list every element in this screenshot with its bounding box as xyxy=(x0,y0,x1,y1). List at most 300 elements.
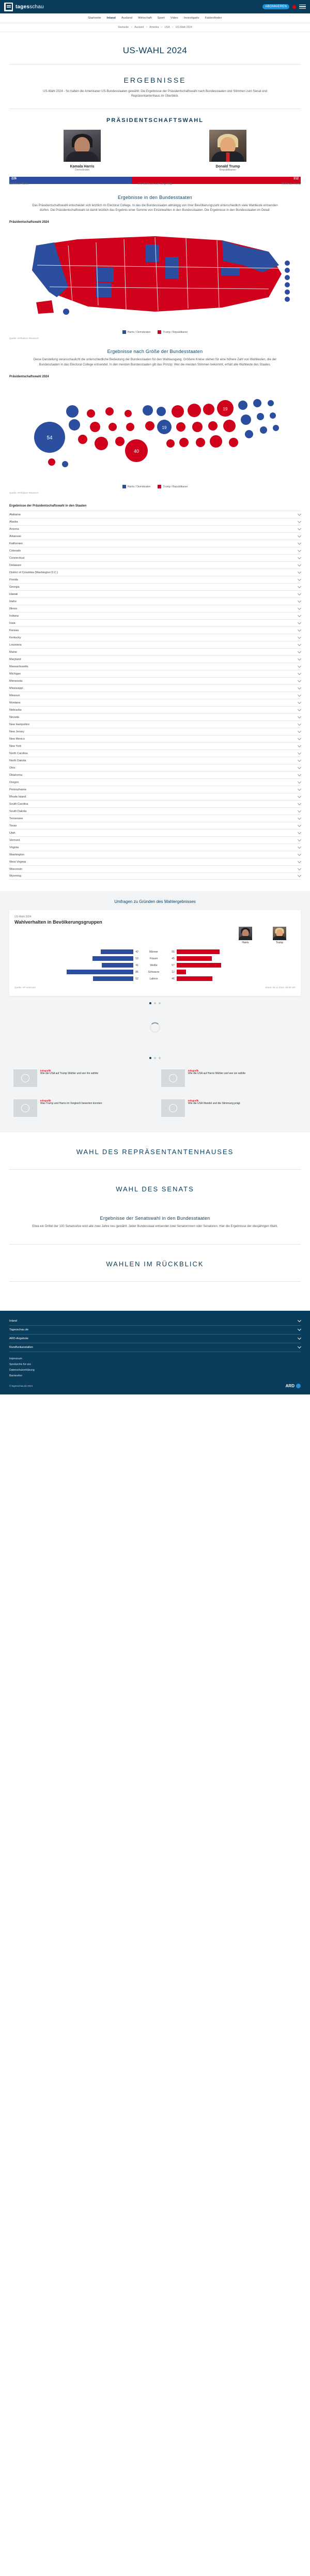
chevron-down-icon xyxy=(298,606,301,610)
state-accordion-item[interactable] xyxy=(9,728,301,735)
nav-item-0[interactable]: Startseite xyxy=(88,17,101,20)
related-tiles xyxy=(0,1059,310,1121)
state-accordion-item[interactable] xyxy=(9,807,301,815)
loading-area xyxy=(0,1004,310,1051)
footer-links xyxy=(0,1352,310,1377)
state-accordion-item[interactable] xyxy=(9,815,301,822)
state-accordion-item[interactable] xyxy=(9,590,301,597)
state-label: Idaho xyxy=(9,600,17,603)
cartogram-title: Ergebnisse nach Größe der Bundesstaaten xyxy=(107,349,203,355)
states-accordion xyxy=(0,511,310,880)
state-accordion-item[interactable] xyxy=(9,655,301,663)
chevron-down-icon xyxy=(298,664,301,668)
chevron-down-icon xyxy=(298,852,301,856)
state-accordion-item[interactable] xyxy=(9,822,301,829)
state-accordion-item[interactable] xyxy=(9,518,301,525)
chevron-down-icon xyxy=(298,563,301,566)
poll-row-label: Latinos xyxy=(149,977,158,980)
brand-title[interactable]: tagesschau xyxy=(16,4,44,10)
state-accordion-item[interactable] xyxy=(9,706,301,713)
nav-item-4[interactable]: Sport xyxy=(157,17,165,20)
copyright: © tagesschau.de 2024 xyxy=(9,1385,33,1388)
breadcrumb-sep: > xyxy=(172,26,174,29)
candidate-party: Republikaner xyxy=(219,168,237,172)
presidential-heading: PRÄSIDENTSCHAFTSWAHL xyxy=(106,117,204,124)
poll-value-right: 57 xyxy=(172,963,175,967)
state-accordion-item[interactable] xyxy=(9,829,301,836)
hamburger-icon[interactable] xyxy=(299,5,306,9)
chevron-down-icon xyxy=(298,628,301,632)
poll-value-left: 53 xyxy=(135,957,138,960)
footer-link[interactable]: Datenschutzerklärung xyxy=(9,1369,35,1372)
chevron-down-icon xyxy=(298,1345,301,1348)
state-label: Oklahoma xyxy=(9,773,23,777)
chevron-down-icon xyxy=(298,671,301,675)
chevron-down-icon xyxy=(298,577,301,581)
map-marker-md xyxy=(285,289,290,295)
state-accordion-item[interactable] xyxy=(9,800,301,807)
house-section-title: WAHL DES REPRÄSENTANTENHAUSES xyxy=(76,1148,234,1156)
map-state-ny xyxy=(222,240,243,265)
poll-cand-left: Harris xyxy=(242,941,249,945)
related-tile[interactable] xyxy=(9,1095,153,1121)
state-label: Virginia xyxy=(9,846,19,849)
svg-text:40: 40 xyxy=(133,449,140,454)
chevron-down-icon xyxy=(298,700,301,704)
breadcrumb-sep: > xyxy=(131,26,133,29)
candidate-trump xyxy=(155,130,301,172)
state-accordion-item[interactable] xyxy=(9,561,301,569)
chevron-down-icon xyxy=(298,1327,301,1331)
state-accordion-item[interactable] xyxy=(9,692,301,699)
footer-section-label: ARD-Angebote xyxy=(9,1337,28,1341)
breadcrumb xyxy=(0,23,310,32)
state-label: Arkansas xyxy=(9,534,21,538)
chevron-down-icon xyxy=(298,751,301,755)
chevron-down-icon xyxy=(298,599,301,603)
legend-harris: Harris / Demokraten xyxy=(122,330,151,334)
state-label: South Carolina xyxy=(9,802,28,806)
map-state-co xyxy=(96,267,114,282)
state-accordion-item[interactable] xyxy=(9,836,301,844)
state-label: New Hampshire xyxy=(9,723,30,726)
state-accordion-item[interactable] xyxy=(9,554,301,561)
map-marker-ri xyxy=(285,268,290,273)
live-indicator-icon[interactable] xyxy=(292,5,296,9)
state-accordion-item[interactable] xyxy=(9,851,301,858)
svg-text:19: 19 xyxy=(162,425,167,431)
page-title: US-WAHL 2024 xyxy=(122,45,188,55)
footer-section-label: Inland xyxy=(9,1320,17,1323)
tile-kicker: Infografik xyxy=(188,1069,199,1072)
poll-row xyxy=(14,975,296,982)
nav-item-2[interactable]: Ausland xyxy=(121,17,133,20)
results-heading: ERGEBNISSE xyxy=(123,76,187,84)
chevron-down-icon xyxy=(298,744,301,747)
chevron-down-icon xyxy=(298,773,301,776)
poll-value-left: 41 xyxy=(135,963,138,967)
avatar xyxy=(209,130,246,162)
chevron-down-icon xyxy=(298,758,301,762)
electors-label-trump: Wahlleute Trump xyxy=(281,182,301,186)
breadcrumb-item-4[interactable]: US-Wahl 2024 xyxy=(175,26,192,29)
state-accordion-item[interactable] xyxy=(9,648,301,655)
state-label: Hawaii xyxy=(9,592,18,596)
chart-thumb-icon xyxy=(161,1099,185,1117)
state-label: Illinois xyxy=(9,607,18,610)
state-accordion-item[interactable] xyxy=(9,872,301,880)
brand-area[interactable] xyxy=(4,3,44,11)
state-accordion-item[interactable] xyxy=(9,576,301,583)
state-label: Maine xyxy=(9,650,17,654)
chevron-down-icon xyxy=(298,592,301,595)
cartogram-legend xyxy=(0,483,310,489)
state-accordion-item[interactable] xyxy=(9,532,301,540)
state-accordion-item[interactable] xyxy=(9,771,301,778)
chevron-down-icon xyxy=(298,686,301,689)
state-accordion-item[interactable] xyxy=(9,699,301,706)
state-label: Washington xyxy=(9,853,24,856)
avatar-harris xyxy=(239,927,252,940)
poll-card-title: Wahlverhalten in Bevölkerungsgruppen xyxy=(14,919,102,925)
related-tile[interactable] xyxy=(157,1095,301,1121)
state-accordion-item[interactable] xyxy=(9,786,301,793)
map-block xyxy=(0,186,310,214)
map-state-il xyxy=(165,257,179,279)
state-label: Tennessee xyxy=(9,817,23,820)
tile-text: Wie die USA Wandel und die Stimmung prägt xyxy=(188,1102,240,1106)
footer-section-item[interactable] xyxy=(9,1326,301,1335)
candidate-name: Donald Trump xyxy=(215,164,240,168)
chevron-down-icon xyxy=(298,614,301,617)
poll-value-right: 45 xyxy=(172,957,175,960)
chevron-down-icon xyxy=(298,860,301,863)
poll-value-right: 46 xyxy=(172,977,175,980)
state-accordion-item[interactable] xyxy=(9,612,301,619)
state-label: New York xyxy=(9,744,22,748)
breadcrumb-item-1[interactable]: Ausland xyxy=(134,26,144,29)
poll-source: Quelle: AP VoteCast xyxy=(14,986,36,989)
state-accordion-item[interactable] xyxy=(9,525,301,532)
map-marker-dc xyxy=(285,297,290,302)
state-label: Alabama xyxy=(9,513,21,516)
state-label: Kansas xyxy=(9,628,19,632)
state-accordion-item[interactable] xyxy=(9,547,301,554)
state-accordion-item[interactable] xyxy=(9,511,301,518)
poll-value-right: 12 xyxy=(172,970,175,974)
chevron-down-icon xyxy=(298,867,301,870)
footer-sections xyxy=(0,1317,310,1352)
state-label: Rhode Island xyxy=(9,795,26,799)
chevron-down-icon xyxy=(298,838,301,841)
breadcrumb-item-2[interactable]: Amerika xyxy=(149,26,159,29)
state-accordion-item[interactable] xyxy=(9,663,301,670)
chevron-down-icon xyxy=(298,787,301,791)
footer xyxy=(0,1311,310,1394)
poll-timestamp: Stand: 06.11.2024, 09:00 Uhr xyxy=(265,986,296,989)
state-label: Michigan xyxy=(9,672,21,676)
map-marker-ct xyxy=(285,260,290,266)
related-tile[interactable] xyxy=(9,1065,153,1091)
nav-item-7[interactable]: Faktenfinder xyxy=(205,17,222,20)
state-accordion-item[interactable] xyxy=(9,858,301,865)
chevron-down-icon xyxy=(298,650,301,653)
state-accordion-item[interactable] xyxy=(9,844,301,851)
state-accordion-item[interactable] xyxy=(9,626,301,634)
carousel-dots-2[interactable] xyxy=(0,1051,310,1059)
state-accordion-item[interactable] xyxy=(9,778,301,786)
nav-item-5[interactable]: Video xyxy=(170,17,178,20)
map-text: Das Präsidentschaftswahl entscheidet sich letztlich im Electoral College. In das die Bundesstaaten abhängig von ihrer Bevölkerungszahl unterschiedlich viele Wahlleute entsenden dürfen. Die Präsidentschaftswahl ist damit letztlich das Ergebnis einer Summe von Einzelwahlen in den Bundesstaaten. Die Ergebnisse in den Bundesstaaten im Detail: xyxy=(32,204,278,212)
chevron-down-icon xyxy=(298,845,301,849)
cartogram-block xyxy=(0,340,310,368)
footer-bottom xyxy=(0,1377,310,1394)
state-accordion-item[interactable] xyxy=(9,735,301,742)
state-accordion-item[interactable] xyxy=(9,605,301,612)
state-label: Nebraska xyxy=(9,708,22,712)
chart-thumb-icon xyxy=(161,1069,185,1087)
poll-card-heads xyxy=(14,927,296,944)
state-label: Iowa xyxy=(9,621,16,625)
map-title: Ergebnisse in den Bundesstaaten xyxy=(118,194,192,200)
candidate-harris xyxy=(9,130,155,172)
senate-block xyxy=(0,1206,310,1230)
related-tile[interactable] xyxy=(157,1065,301,1091)
footer-section-item[interactable] xyxy=(9,1343,301,1352)
state-accordion-item[interactable] xyxy=(9,749,301,757)
state-label: Pennsylvania xyxy=(9,788,26,791)
footer-link[interactable]: Sportarchiv für uns xyxy=(9,1363,31,1367)
chevron-down-icon xyxy=(298,527,301,530)
poll-row xyxy=(14,955,296,962)
state-accordion-item[interactable] xyxy=(9,865,301,872)
poll-value-right: 55 xyxy=(172,950,175,954)
chevron-down-icon xyxy=(298,737,301,740)
state-accordion-item[interactable] xyxy=(9,583,301,590)
footer-link[interactable]: Barrierefrei xyxy=(9,1374,22,1378)
state-label: Minnesota xyxy=(9,679,23,683)
footer-section-label: Tagesschau.de xyxy=(9,1328,28,1332)
state-label: Kalifornien xyxy=(9,542,23,545)
chevron-down-icon xyxy=(298,642,301,646)
poll-card[interactable] xyxy=(9,910,301,996)
state-accordion-item[interactable] xyxy=(9,634,301,641)
chevron-down-icon xyxy=(298,823,301,827)
chevron-down-icon xyxy=(298,570,301,574)
legend-harris: Harris / Demokraten xyxy=(122,485,151,488)
top-bar xyxy=(0,0,310,13)
poll-row-label: Frauen xyxy=(149,957,158,960)
state-label: Kentucky xyxy=(9,636,21,639)
poll-card-kicker: US-Wahl 2024 xyxy=(14,915,32,919)
state-accordion-item[interactable] xyxy=(9,742,301,749)
cartogram-bubbles xyxy=(34,399,279,467)
tile-kicker: Infografik xyxy=(188,1099,199,1102)
states-list-title: Ergebnisse der Präsidentschaftswahl in den Staaten xyxy=(9,504,87,508)
cartogram-chart-label: Präsidentschaftswahl 2024 xyxy=(9,375,49,379)
senate-sub-title: Ergebnisse der Senatswahl in den Bundesstaaten xyxy=(100,1216,210,1221)
nav-item-1[interactable]: Inland xyxy=(106,17,116,20)
electors-label-harris: Wahlleute Harris xyxy=(9,182,28,186)
chevron-down-icon xyxy=(298,585,301,588)
chevron-down-icon xyxy=(298,1318,301,1322)
state-accordion-item[interactable] xyxy=(9,619,301,626)
cartogram-text: Diese Darstellung veranschaulicht die unterschiedliche Bedeutung der Bundesstaaten für den Wahlausgang. Größere Kreise stehen für eine höhere Zahl von Wahlleuten, die der Bundesstaaten in das Electoral College entsendet. In den meisten Bundesstaaten gilt das Prinzip: Wer die meisten Stimmen bekommt, erhält alle Wahlleute des Staates. xyxy=(33,358,277,367)
state-label: Nevada xyxy=(9,715,19,719)
svg-text:54: 54 xyxy=(47,435,53,441)
poll-cand-right: Trump xyxy=(275,941,284,945)
avatar xyxy=(64,130,101,162)
state-label: North Dakota xyxy=(9,759,26,762)
state-label: Ohio xyxy=(9,766,16,770)
footer-section-label: Rundfunkanstalten xyxy=(9,1346,33,1350)
electors-value-harris: 226 xyxy=(11,177,17,180)
state-label: Utah xyxy=(9,831,16,835)
us-cartogram[interactable] xyxy=(0,379,310,483)
state-label: Vermont xyxy=(9,838,20,842)
breadcrumb-item-0[interactable]: Startseite xyxy=(118,26,129,29)
chevron-down-icon xyxy=(298,715,301,718)
breadcrumb-item-3[interactable]: USA xyxy=(164,26,170,29)
chevron-down-icon xyxy=(298,548,301,552)
top-bar-actions xyxy=(262,4,306,9)
footer-section-item[interactable] xyxy=(9,1335,301,1343)
avatar-trump xyxy=(273,927,286,940)
loading-spinner-icon xyxy=(150,1022,160,1033)
nav-item-6[interactable]: Investigativ xyxy=(183,17,199,20)
chevron-down-icon xyxy=(298,765,301,769)
tile-text: Wie die USA auf Harris Wähler und wer sie wählte xyxy=(188,1072,246,1076)
chevron-down-icon xyxy=(298,780,301,784)
state-accordion-item[interactable] xyxy=(9,540,301,547)
chevron-down-icon xyxy=(298,802,301,805)
subscribe-button[interactable]: ABONNIEREN xyxy=(262,4,289,9)
poll-row-label: Weiße xyxy=(150,963,158,967)
chevron-down-icon xyxy=(298,534,301,538)
senate-text: Etwa ein Drittel der 100 Senatssitze wird alle zwei Jahre neu gewählt. Jeder Bundesstaat entsendet zwei Senatorinnen oder Senatoren. Hier die Ergebnisse der diesjährigen Wahl. xyxy=(32,1225,278,1229)
chevron-down-icon xyxy=(298,722,301,726)
state-accordion-item[interactable] xyxy=(9,670,301,677)
us-results-map[interactable] xyxy=(0,225,310,328)
tile-text: Wie die USA auf Trump Wähler und wer ihn wählte xyxy=(40,1072,99,1076)
footer-section-item[interactable] xyxy=(9,1317,301,1326)
candidate-party: Demokratin xyxy=(74,168,90,172)
chevron-down-icon xyxy=(298,873,301,877)
state-accordion-item[interactable] xyxy=(9,684,301,692)
state-accordion-item[interactable] xyxy=(9,713,301,720)
chevron-down-icon xyxy=(298,556,301,559)
state-label: Texas xyxy=(9,824,17,827)
breadcrumb-sep: > xyxy=(146,26,148,29)
senate-section-title: WAHL DES SENATS xyxy=(116,1185,194,1193)
state-label: Delaware xyxy=(9,563,22,567)
state-label: West Virginia xyxy=(9,860,26,864)
ard-tagesschau-logo-icon[interactable] xyxy=(4,3,13,11)
state-label: Florida xyxy=(9,578,18,581)
chevron-down-icon xyxy=(298,809,301,812)
state-label: District of Columbia (Washington D.C.) xyxy=(9,571,58,574)
map-state-nm xyxy=(96,283,112,297)
chevron-down-icon xyxy=(298,635,301,639)
electors-value-trump: 312 xyxy=(293,177,299,180)
poll-row xyxy=(14,948,296,955)
state-label: Louisiana xyxy=(9,643,22,647)
carousel-dots[interactable] xyxy=(0,996,310,1004)
poll-row-label: Männer xyxy=(149,950,158,954)
state-label: Wyoming xyxy=(9,875,21,878)
state-label: North Carolina xyxy=(9,752,28,755)
state-label: New Jersey xyxy=(9,730,24,733)
map-state-va xyxy=(221,267,240,275)
state-label: Wisconsin xyxy=(9,867,23,871)
state-accordion-item[interactable] xyxy=(9,677,301,684)
state-label: Oregon xyxy=(9,780,19,784)
map-state-ak xyxy=(36,300,54,314)
chevron-down-icon xyxy=(298,729,301,733)
state-label: Montana xyxy=(9,701,21,704)
svg-text:19: 19 xyxy=(223,407,228,412)
chevron-down-icon xyxy=(298,1336,301,1340)
main-nav xyxy=(0,13,310,23)
poll-row-label: Schwarze xyxy=(148,970,160,974)
state-accordion-item[interactable] xyxy=(9,597,301,605)
electors-majority-note: 270 Wahlleute zum Sieg nötig xyxy=(137,182,172,186)
state-accordion-item[interactable] xyxy=(9,720,301,728)
tile-kicker: Infografik xyxy=(40,1099,51,1102)
state-label: New Mexico xyxy=(9,737,25,741)
candidate-row xyxy=(0,130,310,172)
breadcrumb-sep: > xyxy=(161,26,163,29)
chevron-down-icon xyxy=(298,519,301,523)
ard-logo-icon[interactable]: ARD xyxy=(286,1384,301,1388)
state-label: South Dakota xyxy=(9,809,27,813)
map-source: Quelle: AP/Edison Research xyxy=(9,337,39,340)
state-label: Alaska xyxy=(9,520,18,524)
chevron-down-icon xyxy=(298,831,301,834)
poll-heading: Umfragen zu Gründen des Wahlergebnisses xyxy=(114,899,196,904)
state-accordion-item[interactable] xyxy=(9,793,301,800)
state-accordion-item[interactable] xyxy=(9,641,301,648)
chart-thumb-icon xyxy=(13,1099,37,1117)
state-accordion-item[interactable] xyxy=(9,764,301,771)
state-label: Georgia xyxy=(9,585,20,589)
chevron-down-icon xyxy=(298,708,301,711)
map-marker-de xyxy=(285,282,290,287)
chevron-down-icon xyxy=(298,693,301,697)
tile-text: Was Trump und Harris im Vergleich bewerten konnten xyxy=(40,1102,102,1106)
footer-link[interactable]: Impressum xyxy=(9,1357,22,1361)
map-marker-nj xyxy=(285,275,290,280)
chevron-down-icon xyxy=(298,794,301,798)
map-chart-label: Präsidentschaftswahl 2024 xyxy=(9,221,49,224)
map-state-mn xyxy=(146,244,159,262)
map-state-hi xyxy=(63,309,69,315)
poll-rows xyxy=(14,948,296,982)
electors-bar-wrap xyxy=(0,172,310,186)
map-legend xyxy=(0,328,310,335)
state-accordion-item[interactable] xyxy=(9,757,301,764)
chevron-down-icon xyxy=(298,621,301,624)
state-accordion-item[interactable] xyxy=(9,569,301,576)
chevron-down-icon xyxy=(298,816,301,820)
poll-row xyxy=(14,962,296,969)
poll-row xyxy=(14,969,296,975)
chart-thumb-icon xyxy=(13,1069,37,1087)
nav-item-3[interactable]: Wirtschaft xyxy=(138,17,152,20)
chevron-down-icon xyxy=(298,541,301,545)
poll-value-left: 42 xyxy=(135,950,138,954)
legend-trump: Trump / Republikaner xyxy=(158,330,188,334)
